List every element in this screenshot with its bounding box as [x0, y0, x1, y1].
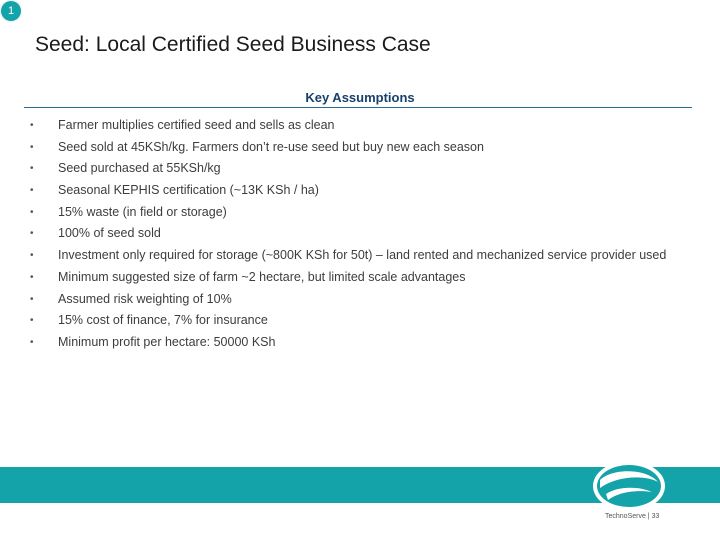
section-heading: Key Assumptions: [305, 90, 415, 105]
bullet-icon: •: [30, 163, 34, 175]
bullet-icon: •: [30, 228, 34, 240]
list-item-text: Seed sold at 45KSh/kg. Farmers don’t re-use seed but buy new each season: [58, 139, 484, 154]
list-item: [30, 312, 670, 329]
list-item-text: Seasonal KEPHIS certification (~13K KSh / ha): [58, 183, 319, 198]
bullet-icon: •: [30, 293, 34, 305]
slide-number-badge: 1: [0, 0, 22, 22]
bullet-icon: •: [30, 141, 34, 153]
heading-divider: [24, 107, 692, 108]
list-item: [30, 247, 670, 264]
list-item: [30, 291, 670, 308]
list-item: [30, 204, 670, 221]
list-item: [30, 182, 670, 199]
list-item-text: Investment only required for storage (~800K KSh for 50t) – land rented and mechanized service provider used: [58, 248, 667, 263]
list-item-text: 15% cost of finance, 7% for insurance: [58, 313, 268, 328]
list-item-text: 100% of seed sold: [58, 226, 161, 241]
bullet-icon: •: [30, 271, 34, 283]
list-item-text: Assumed risk weighting of 10%: [58, 291, 232, 306]
bullet-icon: •: [30, 185, 34, 197]
technoserve-logo-icon: [590, 458, 668, 514]
bullet-icon: •: [30, 120, 34, 131]
bullet-icon: •: [30, 206, 34, 218]
list-item: [30, 334, 670, 351]
list-item-text: Seed purchased at 55KSh/kg: [58, 161, 221, 176]
list-item-text: Minimum suggested size of farm ~2 hectare, but limited scale advantages: [58, 269, 466, 284]
bullet-icon: •: [30, 336, 34, 348]
list-item-text: Minimum profit per hectare: 50000 KSh: [58, 334, 276, 349]
list-item-text: 15% waste (in field or storage): [58, 204, 227, 219]
list-item: [30, 139, 670, 156]
assumptions-list: [30, 117, 670, 356]
list-item: [30, 160, 670, 177]
page-title: Seed: Local Certified Seed Business Case: [35, 33, 431, 56]
footer-page-label: TechnoServe | 33: [605, 513, 660, 520]
bullet-icon: •: [30, 250, 34, 262]
list-item: [30, 225, 670, 242]
bullet-icon: •: [30, 315, 34, 327]
list-item: [30, 269, 670, 286]
list-item: [30, 117, 670, 134]
list-item-text: Farmer multiplies certified seed and sells as clean: [58, 118, 335, 132]
